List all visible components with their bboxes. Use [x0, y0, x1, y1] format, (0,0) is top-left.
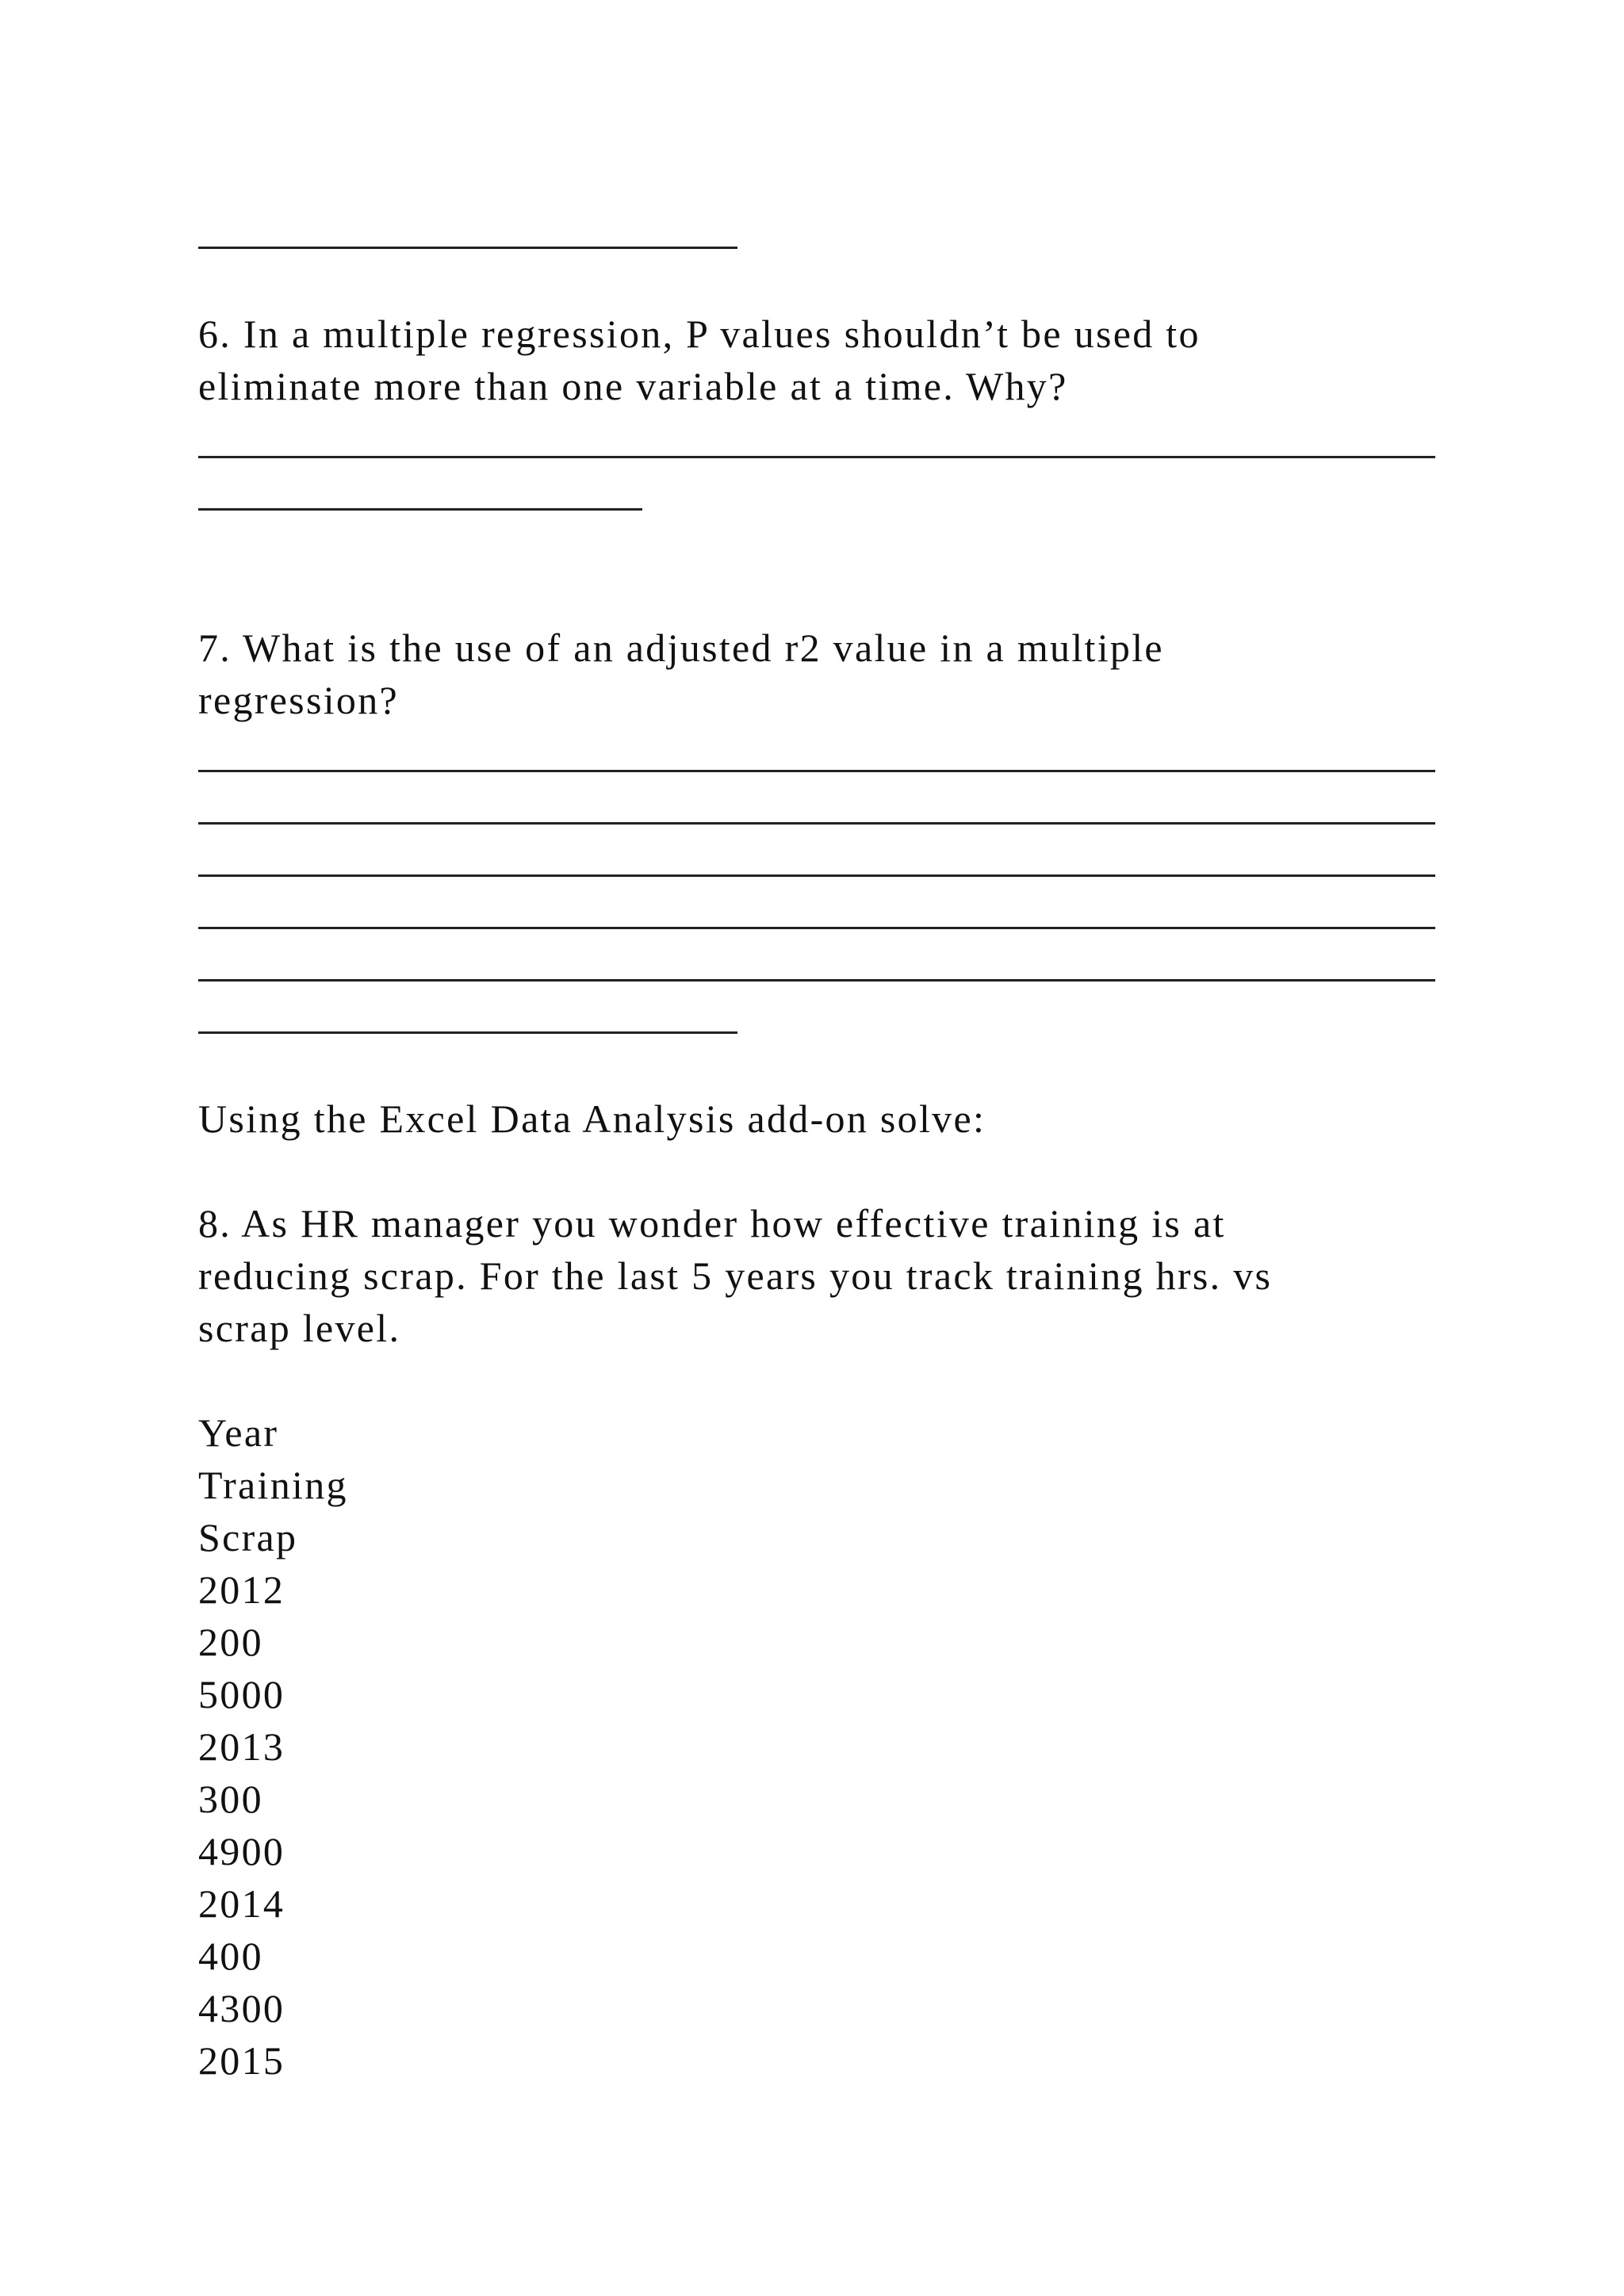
spacer [198, 1145, 1451, 1197]
answer-line [198, 779, 1451, 831]
table-cell: 4900 [198, 1829, 285, 1873]
table-cell: 5000 [198, 1672, 285, 1716]
spacer [198, 517, 1451, 622]
table-cell: 2012 [198, 1567, 285, 1612]
question-6-line-1: 6. In a multiple regression, P values shouldn’t be used to [198, 312, 1201, 356]
answer-line [198, 203, 1451, 255]
document-body [198, 203, 1451, 2087]
spacer [198, 255, 1451, 308]
table-header-scrap: Scrap [198, 1515, 298, 1559]
question-8-line-3: scrap level. [198, 1306, 401, 1350]
question-8-line-2: reducing scrap. For the last 5 years you track training hrs. vs [198, 1253, 1273, 1298]
question-6-line-2: eliminate more than one variable at a time. Why? [198, 364, 1068, 408]
table-header-year: Year [198, 1410, 279, 1455]
spacer [198, 1040, 1451, 1093]
answer-line [198, 465, 1451, 517]
spacer [198, 1354, 1451, 1406]
answer-line [198, 883, 1451, 936]
question-8-line-1: 8. As HR manager you wonder how effective training is at [198, 1201, 1226, 1246]
data-table [198, 1406, 1451, 2087]
question-7-line-2: regression? [198, 678, 399, 722]
table-cell: 2015 [198, 2038, 285, 2083]
excel-instruction: Using the Excel Data Analysis add-on solve: [198, 1096, 986, 1141]
table-cell: 300 [198, 1777, 263, 1821]
answer-line [198, 412, 1451, 465]
answer-line [198, 831, 1451, 883]
question-7-line-1: 7. What is the use of an adjusted r2 value in a multiple [198, 626, 1164, 670]
answer-line [198, 936, 1451, 988]
table-cell: 400 [198, 1934, 263, 1978]
table-cell: 2013 [198, 1724, 285, 1769]
table-cell: 4300 [198, 1986, 285, 2030]
answer-line [198, 726, 1451, 779]
table-header-training: Training [198, 1463, 348, 1507]
table-cell: 200 [198, 1620, 263, 1664]
table-cell: 2014 [198, 1881, 285, 1926]
answer-line [198, 988, 1451, 1040]
